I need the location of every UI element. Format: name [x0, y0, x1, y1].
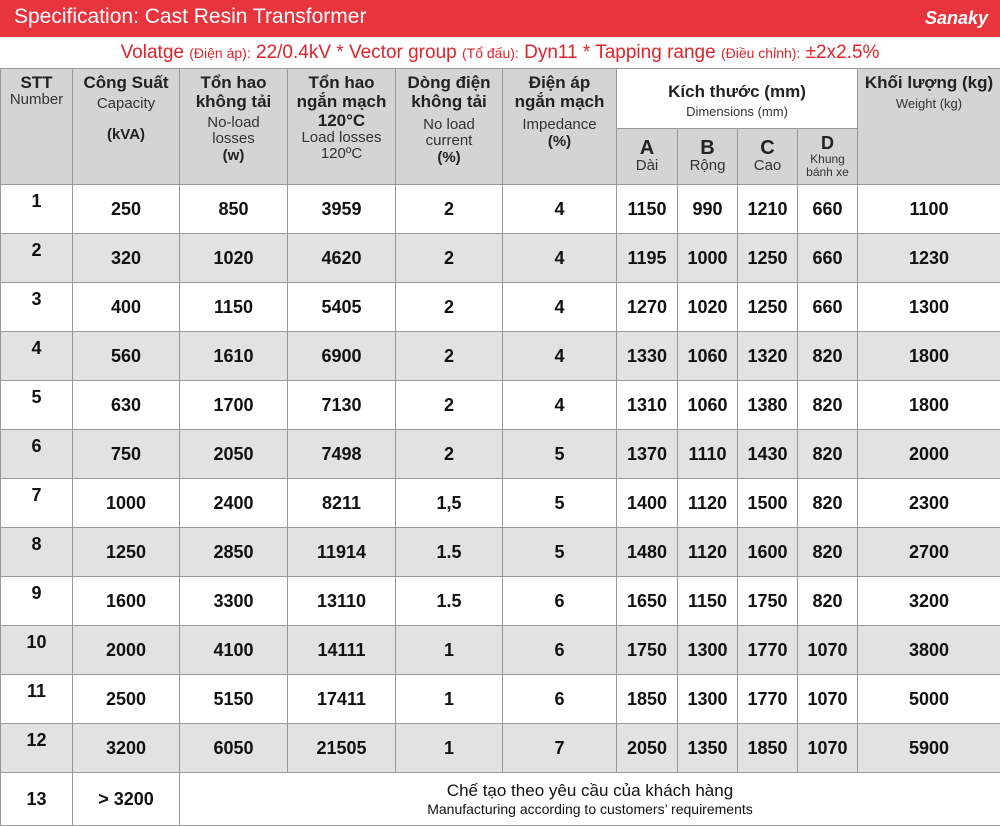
header-dim-b: B Rộng — [678, 129, 738, 185]
header-dim-a: A Dài — [617, 129, 678, 185]
weight-cell: 1800 — [858, 381, 1000, 430]
dim-d-cell: 660 — [798, 283, 858, 332]
capacity-cell: 560 — [73, 332, 180, 381]
custom-note — [180, 773, 1000, 826]
current-cell: 2 — [396, 234, 503, 283]
dim-a-cell: 1480 — [617, 528, 678, 577]
dim-c-cell: 1500 — [738, 479, 798, 528]
noload-loss-cell: 4100 — [180, 626, 288, 675]
weight-cell: 5000 — [858, 675, 1000, 724]
dim-a-cell: 1370 — [617, 430, 678, 479]
noload-loss-cell: 2050 — [180, 430, 288, 479]
row-number: 10 — [1, 626, 73, 675]
noload-loss-cell: 1150 — [180, 283, 288, 332]
impedance-cell: 4 — [503, 283, 617, 332]
row-number: 8 — [1, 528, 73, 577]
dim-a-cell: 2050 — [617, 724, 678, 773]
dim-d-cell: 820 — [798, 430, 858, 479]
dim-d-cell: 820 — [798, 381, 858, 430]
title-bar — [0, 0, 1000, 37]
impedance-cell: 6 — [503, 577, 617, 626]
impedance-cell: 7 — [503, 724, 617, 773]
weight-cell: 5900 — [858, 724, 1000, 773]
load-loss-cell: 5405 — [288, 283, 396, 332]
dim-d-cell: 1070 — [798, 675, 858, 724]
custom-note-en: Manufacturing according to customers’ requirements — [180, 801, 1000, 817]
noload-loss-cell: 1020 — [180, 234, 288, 283]
voltage-vi: (Điện áp): — [189, 45, 250, 61]
table-row — [1, 185, 1000, 234]
capacity-cell: > 3200 — [73, 773, 180, 826]
current-cell: 1 — [396, 675, 503, 724]
table-row — [1, 626, 1000, 675]
vector-value: Dyn11 — [524, 42, 578, 63]
header-stt: STT Number — [1, 69, 73, 185]
row-number: 9 — [1, 577, 73, 626]
header-dim-d: D Khung bánh xe — [798, 129, 858, 185]
impedance-cell: 5 — [503, 430, 617, 479]
header-noload-losses: Tổn hao không tải No-load losses (w) — [180, 69, 288, 185]
current-cell: 1 — [396, 626, 503, 675]
dim-a-cell: 1850 — [617, 675, 678, 724]
load-loss-cell: 13110 — [288, 577, 396, 626]
dim-b-cell: 1060 — [678, 332, 738, 381]
row-number: 6 — [1, 430, 73, 479]
vector-vi: (Tổ đấu): — [462, 45, 519, 61]
voltage-value: 22/0.4kV — [256, 42, 331, 63]
capacity-cell: 1000 — [73, 479, 180, 528]
page-title: Specification: Cast Resin Transformer — [14, 5, 366, 29]
dim-a-cell: 1400 — [617, 479, 678, 528]
noload-loss-cell: 1610 — [180, 332, 288, 381]
brand-name: Sanaky — [925, 8, 988, 29]
capacity-cell: 1600 — [73, 577, 180, 626]
table-row — [1, 381, 1000, 430]
dim-b-cell: 990 — [678, 185, 738, 234]
row-number: 12 — [1, 724, 73, 773]
dim-c-cell: 1320 — [738, 332, 798, 381]
vector-label: Vector group — [349, 42, 457, 63]
load-loss-cell: 21505 — [288, 724, 396, 773]
separator: * — [583, 42, 590, 63]
dim-c-cell: 1600 — [738, 528, 798, 577]
tap-vi: (Điều chỉnh): — [721, 45, 800, 61]
header-dimensions: Kích thước (mm) Dimensions (mm) — [617, 69, 858, 129]
load-loss-cell: 11914 — [288, 528, 396, 577]
impedance-cell: 4 — [503, 185, 617, 234]
dim-d-cell: 820 — [798, 528, 858, 577]
dim-c-cell: 1210 — [738, 185, 798, 234]
capacity-cell: 750 — [73, 430, 180, 479]
impedance-cell: 4 — [503, 234, 617, 283]
current-cell: 2 — [396, 381, 503, 430]
dim-a-cell: 1750 — [617, 626, 678, 675]
weight-cell: 3800 — [858, 626, 1000, 675]
dim-d-cell: 820 — [798, 332, 858, 381]
table-row — [1, 332, 1000, 381]
capacity-cell: 630 — [73, 381, 180, 430]
load-loss-cell: 14111 — [288, 626, 396, 675]
dim-c-cell: 1250 — [738, 283, 798, 332]
dim-a-cell: 1650 — [617, 577, 678, 626]
impedance-cell: 5 — [503, 479, 617, 528]
dim-b-cell: 1120 — [678, 479, 738, 528]
capacity-cell: 3200 — [73, 724, 180, 773]
dim-d-cell: 1070 — [798, 626, 858, 675]
dim-d-cell: 660 — [798, 185, 858, 234]
load-loss-cell: 4620 — [288, 234, 396, 283]
dim-c-cell: 1250 — [738, 234, 798, 283]
load-loss-cell: 17411 — [288, 675, 396, 724]
dim-b-cell: 1150 — [678, 577, 738, 626]
spec-table — [0, 68, 1000, 826]
dim-a-cell: 1270 — [617, 283, 678, 332]
noload-loss-cell: 1700 — [180, 381, 288, 430]
dim-d-cell: 660 — [798, 234, 858, 283]
load-loss-cell: 6900 — [288, 332, 396, 381]
capacity-cell: 1250 — [73, 528, 180, 577]
table-row — [1, 430, 1000, 479]
spec-line — [0, 38, 1000, 68]
header-load-losses: Tổn hao ngắn mạch 120°C Load losses 120ºC — [288, 69, 396, 185]
weight-cell: 1230 — [858, 234, 1000, 283]
current-cell: 1 — [396, 724, 503, 773]
noload-loss-cell: 3300 — [180, 577, 288, 626]
dim-b-cell: 1300 — [678, 675, 738, 724]
tap-value: ±2x2.5% — [806, 42, 880, 63]
weight-cell: 1800 — [858, 332, 1000, 381]
tap-label: Tapping range — [595, 42, 715, 63]
row-number: 13 — [1, 773, 73, 826]
header-noload-current: Dòng điện không tải No load current (%) — [396, 69, 503, 185]
voltage-label: Volatge — [121, 42, 184, 63]
load-loss-cell: 7498 — [288, 430, 396, 479]
row-number: 1 — [1, 185, 73, 234]
current-cell: 2 — [396, 430, 503, 479]
table-row — [1, 528, 1000, 577]
dim-d-cell: 820 — [798, 479, 858, 528]
row-number: 4 — [1, 332, 73, 381]
noload-loss-cell: 5150 — [180, 675, 288, 724]
impedance-cell: 4 — [503, 381, 617, 430]
impedance-cell: 6 — [503, 675, 617, 724]
header-dim-c: C Cao — [738, 129, 798, 185]
table-row — [1, 479, 1000, 528]
dim-c-cell: 1850 — [738, 724, 798, 773]
header-capacity: Công Suất Capacity (kVA) — [73, 69, 180, 185]
dim-c-cell: 1750 — [738, 577, 798, 626]
noload-loss-cell: 6050 — [180, 724, 288, 773]
current-cell: 1.5 — [396, 577, 503, 626]
dim-a-cell: 1330 — [617, 332, 678, 381]
load-loss-cell: 8211 — [288, 479, 396, 528]
separator: * — [336, 42, 343, 63]
weight-cell: 3200 — [858, 577, 1000, 626]
current-cell: 2 — [396, 283, 503, 332]
capacity-cell: 2500 — [73, 675, 180, 724]
dim-c-cell: 1380 — [738, 381, 798, 430]
row-number: 7 — [1, 479, 73, 528]
table-row — [1, 234, 1000, 283]
current-cell: 2 — [396, 332, 503, 381]
dim-c-cell: 1770 — [738, 675, 798, 724]
dim-c-cell: 1430 — [738, 430, 798, 479]
load-loss-cell: 3959 — [288, 185, 396, 234]
current-cell: 1,5 — [396, 479, 503, 528]
table-row — [1, 675, 1000, 724]
dim-a-cell: 1150 — [617, 185, 678, 234]
weight-cell: 1100 — [858, 185, 1000, 234]
capacity-cell: 320 — [73, 234, 180, 283]
dim-b-cell: 1000 — [678, 234, 738, 283]
dim-b-cell: 1120 — [678, 528, 738, 577]
dim-b-cell: 1350 — [678, 724, 738, 773]
header-weight: Khối lượng (kg) Weight (kg) — [858, 69, 1000, 185]
header-impedance: Điện áp ngắn mạch Impedance (%) — [503, 69, 617, 185]
weight-cell: 2700 — [858, 528, 1000, 577]
dim-b-cell: 1020 — [678, 283, 738, 332]
current-cell: 1.5 — [396, 528, 503, 577]
dim-b-cell: 1060 — [678, 381, 738, 430]
capacity-cell: 250 — [73, 185, 180, 234]
dim-d-cell: 1070 — [798, 724, 858, 773]
noload-loss-cell: 2850 — [180, 528, 288, 577]
noload-loss-cell: 2400 — [180, 479, 288, 528]
table-row — [1, 283, 1000, 332]
dim-b-cell: 1110 — [678, 430, 738, 479]
table-row — [1, 724, 1000, 773]
custom-note-vi: Chế tạo theo yêu cầu của khách hàng — [180, 781, 1000, 801]
weight-cell: 1300 — [858, 283, 1000, 332]
row-number: 3 — [1, 283, 73, 332]
table-row — [1, 773, 1000, 826]
row-number: 11 — [1, 675, 73, 724]
table-row — [1, 577, 1000, 626]
dim-d-cell: 820 — [798, 577, 858, 626]
impedance-cell: 5 — [503, 528, 617, 577]
capacity-cell: 2000 — [73, 626, 180, 675]
dim-a-cell: 1310 — [617, 381, 678, 430]
current-cell: 2 — [396, 185, 503, 234]
weight-cell: 2300 — [858, 479, 1000, 528]
impedance-cell: 4 — [503, 332, 617, 381]
dim-b-cell: 1300 — [678, 626, 738, 675]
dim-a-cell: 1195 — [617, 234, 678, 283]
row-number: 2 — [1, 234, 73, 283]
noload-loss-cell: 850 — [180, 185, 288, 234]
weight-cell: 2000 — [858, 430, 1000, 479]
impedance-cell: 6 — [503, 626, 617, 675]
capacity-cell: 400 — [73, 283, 180, 332]
row-number: 5 — [1, 381, 73, 430]
load-loss-cell: 7130 — [288, 381, 396, 430]
dim-c-cell: 1770 — [738, 626, 798, 675]
